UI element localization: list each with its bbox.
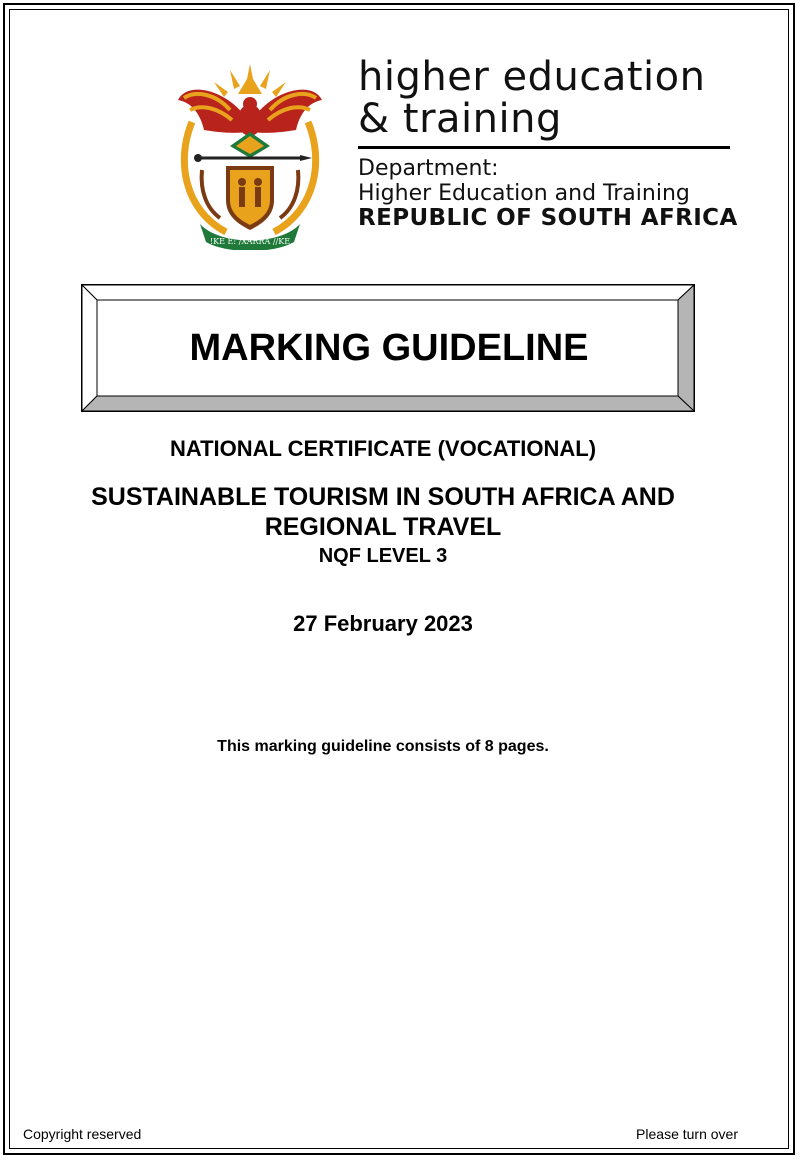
department-title-line2: & training — [358, 96, 562, 142]
department-label: Department: — [358, 156, 499, 181]
document-type-title: MARKING GUIDELINE — [189, 326, 589, 369]
motto-text: !KE E: /XARRA //KE — [209, 237, 291, 246]
certificate-title: NATIONAL CERTIFICATE (VOCATIONAL) — [169, 436, 597, 461]
department-title-line1: higher education — [358, 54, 706, 100]
coat-of-arms-icon — [170, 60, 330, 250]
nqf-level: NQF LEVEL 3 — [318, 545, 448, 567]
subject-title-line1: SUSTAINABLE TOURISM IN SOUTH AFRICA AND — [91, 483, 675, 511]
department-name: Higher Education and Training — [358, 181, 690, 206]
country-name: REPUBLIC OF SOUTH AFRICA — [358, 205, 738, 231]
footer-turn-over: Please turn over — [636, 1126, 738, 1142]
header-divider — [358, 146, 730, 149]
exam-date: 27 February 2023 — [293, 611, 473, 636]
subject-title-line2: REGIONAL TRAVEL — [264, 513, 502, 541]
footer-copyright: Copyright reserved — [23, 1126, 142, 1142]
page-count-note: This marking guideline consists of 8 pages. — [217, 738, 549, 755]
